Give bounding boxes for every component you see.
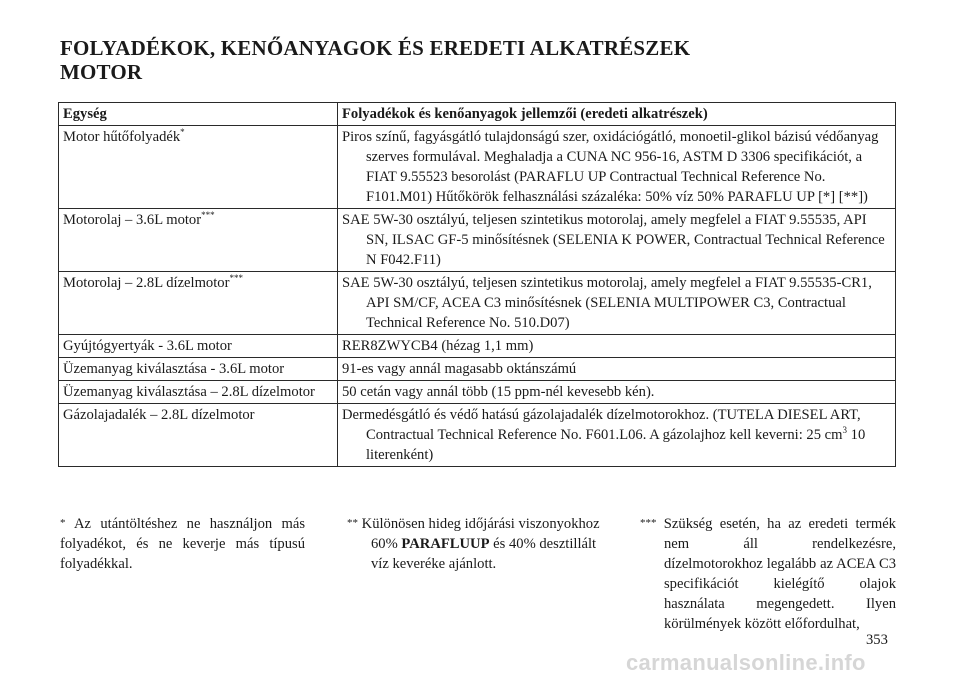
footnote-bold-product: PARAFLUUP xyxy=(401,536,490,552)
footnote-2 xyxy=(347,513,605,574)
spec-cell xyxy=(338,209,896,272)
table-row xyxy=(59,126,896,209)
unit-label: Motor hűtőfolyadék xyxy=(63,129,181,145)
footnote-marker: ** xyxy=(347,517,358,529)
column-header-spec: Folyadékok és kenőanyagok jellemzői (eredeti alkatrészek) xyxy=(338,103,896,126)
footnote-text: és 40% desztillált víz keveréke ajánlott. xyxy=(371,536,597,572)
unit-cell: Üzemanyag kiválasztása – 2.8L dízelmotor xyxy=(59,381,338,404)
footnote-marker: *** xyxy=(229,273,243,284)
unit-cell: Gyújtógyertyák - 3.6L motor xyxy=(59,335,338,358)
spec-text: SAE 5W-30 osztályú, teljesen szintetikus motorolaj, amely megfelel a FIAT 9.55535-CR1, API SM/CF, ACEA C3 minősítésnek (SELENIA MULTIPOWER C3, Contractual Technical Reference No. 510.D07) xyxy=(342,275,872,331)
footnote-marker: *** xyxy=(201,210,215,221)
page-number: 353 xyxy=(866,632,888,648)
table-header-row xyxy=(59,103,896,126)
spec-cell xyxy=(338,126,896,209)
spec-cell xyxy=(338,381,896,404)
spec-text: SAE 5W-30 osztályú, teljesen szintetikus motorolaj, amely megfelel a FIAT 9.55535, API SN, ILSAC GF-5 minősítésnek (SELENIA K POWER, Contractual Technical Reference N F042.F11) xyxy=(342,212,885,268)
footnote-marker: * xyxy=(180,127,185,138)
table-row xyxy=(59,209,896,272)
unit-label: Motorolaj – 3.6L motor xyxy=(63,212,202,228)
unit-cell xyxy=(59,209,338,272)
watermark: carmanualsonline.info xyxy=(626,650,866,675)
unit-cell: Gázolajadalék – 2.8L dízelmotor xyxy=(59,404,338,467)
spec-text: RER8ZWYCB4 (hézag 1,1 mm) xyxy=(342,338,534,354)
footnote-marker: *** xyxy=(640,517,657,529)
footnote-text: Szükség esetén, ha az eredeti termék nem áll rendelkezésre, dízelmotorokhoz legalább az ACEA C3 specifikációt kielégítő olajok használata megengedett. Ilyen körülmények között előfordulhat, xyxy=(663,516,896,632)
table-row xyxy=(59,272,896,335)
table-row xyxy=(59,381,896,404)
title-line-1: FOLYADÉKOK, KENŐANYAGOK ÉS EREDETI ALKATRÉSZEK xyxy=(60,36,691,60)
spec-text: Piros színű, fagyásgátló tulajdonságú szer, oxidációgátló, monoetil-glikol bázisú védőanyag szerves formulával. Meghaladja a CUNA NC 956-16, ASTM D 3306 specifikációt, a FIAT 9.55523 besorolást (PARAFLU UP Contractual Technical Reference No. F101.M01) Hűtőkörök felhasználási százaléka: 50% víz 50% PARAFLU UP [*] [**]) xyxy=(342,129,879,205)
spec-cell xyxy=(338,335,896,358)
unit-cell: Üzemanyag kiválasztása - 3.6L motor xyxy=(59,358,338,381)
table-row xyxy=(59,358,896,381)
spec-text: 50 cetán vagy annál több (15 ppm-nél kevesebb kén). xyxy=(342,384,655,400)
cubic-superscript: 3 xyxy=(842,425,847,436)
footnote-text: Az utántöltéshez ne használjon más folyadékot, és ne keverje más típusú folyadékkal. xyxy=(60,516,305,572)
title-line-2: MOTOR xyxy=(60,60,143,84)
unit-label: Motorolaj – 2.8L dízelmotor xyxy=(63,275,230,291)
fluids-table xyxy=(58,102,896,467)
column-header-unit: Egység xyxy=(59,103,338,126)
unit-cell xyxy=(59,126,338,209)
spec-text: 91-es vagy annál magasabb oktánszámú xyxy=(342,361,577,377)
unit-cell xyxy=(59,272,338,335)
spec-cell xyxy=(338,404,896,467)
spec-cell xyxy=(338,272,896,335)
page-title xyxy=(60,36,690,84)
footnote-text: Különösen hideg időjárási viszonyokhoz 60% xyxy=(361,516,600,552)
spec-cell xyxy=(338,358,896,381)
footnote-1 xyxy=(60,513,305,574)
footnote-3 xyxy=(640,513,896,634)
footnote-marker: * xyxy=(60,517,66,529)
table-row xyxy=(59,404,896,467)
table-row xyxy=(59,335,896,358)
spec-text: Dermedésgátló és védő hatású gázolajadalék dízelmotorokhoz. (TUTELA DIESEL ART, Contractual Technical Reference No. F601.L06. A gázolajhoz kell keverni: 25 $cm^3$ 10 literenként) xyxy=(342,407,866,463)
